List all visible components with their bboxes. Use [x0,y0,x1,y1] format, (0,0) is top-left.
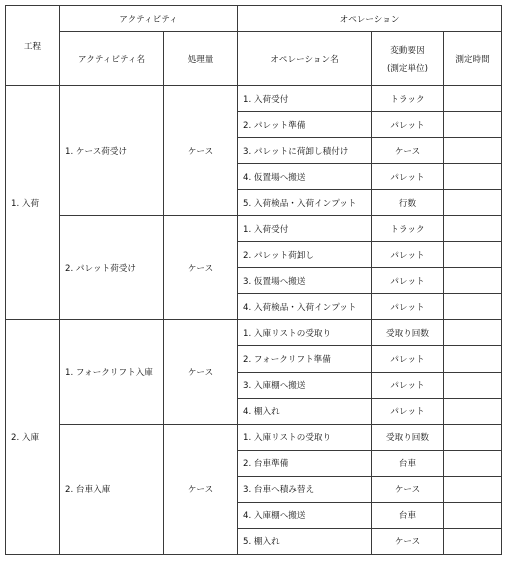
operation-name-cell: 2. フォークリフト準備 [238,346,372,372]
measured-time-cell [444,294,502,320]
header-measured-time: 測定時間 [444,32,502,86]
operation-name-cell: 1. 入庫リストの受取り [238,424,372,450]
driver-unit-cell: パレット [372,398,444,424]
driver-unit-cell: ケース [372,476,444,502]
operation-name-cell: 5. 棚入れ [238,528,372,554]
measured-time-cell [444,528,502,554]
activity-name-cell: 2. パレット荷受け [60,216,164,320]
driver-unit-cell: トラック [372,216,444,242]
driver-unit-cell: パレット [372,372,444,398]
table-row [6,424,502,450]
measured-time-cell [444,476,502,502]
driver-unit-cell: 台車 [372,450,444,476]
activity-name-cell: 1. ケース荷受け [60,86,164,216]
operation-name-cell: 3. パレットに荷卸し積付け [238,138,372,164]
driver-unit-cell: ケース [372,138,444,164]
processing-volume-cell: ケース [164,424,238,554]
header-processing-volume: 処理量 [164,32,238,86]
header-operation-name: オペレーション名 [238,32,372,86]
driver-unit-cell: トラック [372,86,444,112]
header-activity-name: アクティビティ名 [60,32,164,86]
measured-time-cell [444,372,502,398]
measured-time-cell [444,190,502,216]
driver-unit-cell: パレット [372,346,444,372]
measured-time-cell [444,164,502,190]
measured-time-cell [444,502,502,528]
driver-unit-cell: 台車 [372,502,444,528]
activity-name-cell: 2. 台車入庫 [60,424,164,554]
measured-time-cell [444,398,502,424]
table-row [6,86,502,112]
driver-unit-cell: パレット [372,268,444,294]
operation-name-cell: 5. 入荷検品・入荷インプット [238,190,372,216]
driver-unit-cell: 行数 [372,190,444,216]
operation-name-cell: 4. 仮置場へ搬送 [238,164,372,190]
driver-unit-cell: パレット [372,164,444,190]
operation-name-cell: 3. 入庫棚へ搬送 [238,372,372,398]
table-row [6,216,502,242]
operation-name-cell: 4. 棚入れ [238,398,372,424]
processing-volume-cell: ケース [164,320,238,424]
operation-name-cell: 1. 入庫リストの受取り [238,320,372,346]
header-activity-group: アクティビティ [60,6,238,32]
measured-time-cell [444,86,502,112]
measured-time-cell [444,138,502,164]
measured-time-cell [444,450,502,476]
driver-unit-cell: パレット [372,112,444,138]
driver-unit-cell: 受取り回数 [372,320,444,346]
operation-name-cell: 2. 台車準備 [238,450,372,476]
processing-volume-cell: ケース [164,216,238,320]
measured-time-cell [444,424,502,450]
process-name-cell: 1. 入荷 [6,86,60,320]
header-driver [372,32,444,86]
process-name-cell: 2. 入庫 [6,320,60,555]
measured-time-cell [444,320,502,346]
operation-name-cell: 4. 入庫棚へ搬送 [238,502,372,528]
driver-unit-cell: パレット [372,294,444,320]
measured-time-cell [444,216,502,242]
table-body [6,86,502,555]
measured-time-cell [444,268,502,294]
table-row [6,320,502,346]
operation-name-cell: 4. 入荷検品・入荷インプット [238,294,372,320]
operation-name-cell: 1. 入荷受付 [238,216,372,242]
measured-time-cell [444,112,502,138]
processing-volume-cell: ケース [164,86,238,216]
activity-operation-table [5,5,502,555]
operation-name-cell: 2. パレット準備 [238,112,372,138]
driver-unit-cell: パレット [372,242,444,268]
driver-unit-cell: ケース [372,528,444,554]
operation-name-cell: 3. 台車へ積み替え [238,476,372,502]
operation-name-cell: 3. 仮置場へ搬送 [238,268,372,294]
operation-name-cell: 2. パレット荷卸し [238,242,372,268]
operation-name-cell: 1. 入荷受付 [238,86,372,112]
activity-name-cell: 1. フォークリフト入庫 [60,320,164,424]
header-driver-label: 変動要因 [390,45,425,56]
header-operation-group: オペレーション [238,6,502,32]
driver-unit-cell: 受取り回数 [372,424,444,450]
header-process: 工程 [6,6,60,86]
measured-time-cell [444,242,502,268]
header-driver-unit: (測定単位) [386,63,429,74]
measured-time-cell [444,346,502,372]
